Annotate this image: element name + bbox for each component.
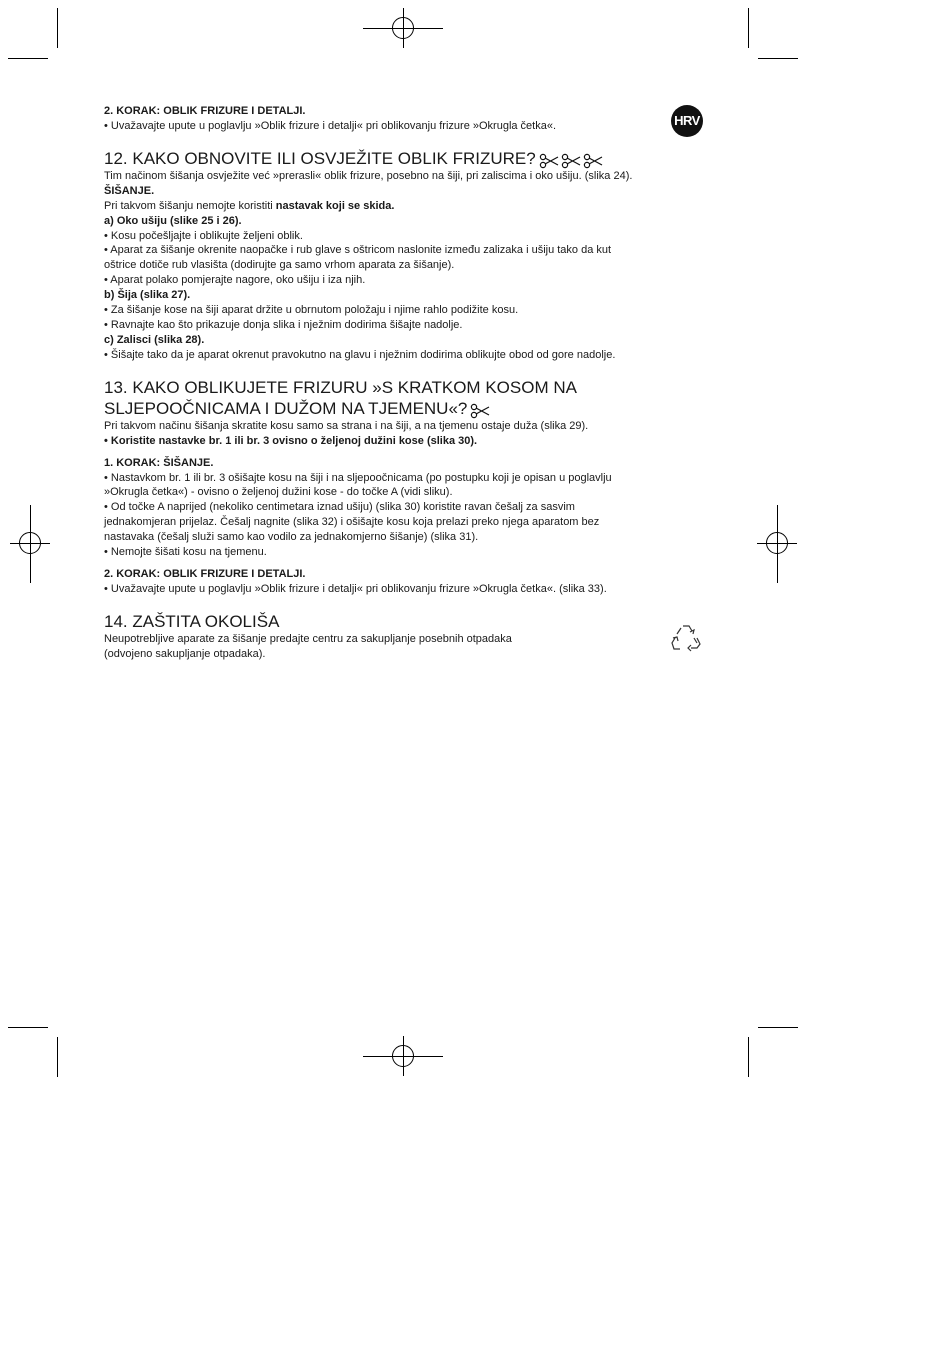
crop-mark [8,1027,48,1028]
step-text: • Uvažavajte upute u poglavlju »Oblik frizure i detalji« pri oblikovanju frizure »Okrugla četka«. [104,119,557,132]
section-13-heading-line2 [104,398,724,419]
step-title: 2. KORAK: OBLIK FRIZURE I DETALJI. [104,567,306,580]
list-item: »Okrugla četka«) - ovisno o željenoj dužini kose - do točke A (vidi sliku). [104,486,453,499]
section-12-heading [104,148,724,169]
section-heading: 14. ZAŠTITA OKOLIŠA [104,611,280,631]
paragraph-line: Neupotrebljive aparate za šišanje predajte centru za sakupljanje posebnih otpadaka [104,632,512,645]
language-badge: HRV [671,105,703,137]
list-item: • Za šišanje kose na šiji aparat držite u obrnutom položaju i njime rahlo podižite kosu. [104,304,519,317]
page-content [104,104,724,662]
crop-mark [748,8,749,48]
subsection-title: b) Šija (slika 27). [104,289,191,302]
list-item: • Nemojte šišati kosu na tjemenu. [104,546,267,559]
scissors-icon [539,153,603,169]
registration-mark-icon [10,505,50,583]
registration-mark-icon [757,505,797,583]
list-item: • Aparat za šišanje okrenite naopačke i rub glave s oštricom naslonite između zalizaka i ušiju tako da kut [104,244,612,257]
paragraph-line: (odvojeno sakupljanje otpadaka). [104,647,266,660]
step-title: 2. KORAK: OBLIK FRIZURE I DETALJI. [104,105,306,117]
list-item: nastavaka (češalj služi samo kao vodilo za jednakomjerno šišanje) (slika 31). [104,531,479,544]
list-item: oštrice dotiče rub vlasišta (dodirujte ga samo vrhom aparata za šišanje). [104,259,455,272]
crop-mark [758,1027,798,1028]
crop-mark [758,58,798,59]
section-label: ŠIŠANJE. [104,184,155,197]
section-intro: Tim načinom šišanja osvježite već »prerasli« oblik frizure, posebno na šiji, pri zaliscima i oko ušiju. (slika 24). [104,169,633,182]
list-item: • Od točke A naprijed (nekoliko centimetara iznad ušiju) (slika 30) koristite ravan češalj za sasvim [104,501,575,514]
section-heading: 12. KAKO OBNOVITE ILI OSVJEŽITE OBLIK FRIZURE? [104,148,536,168]
section-note: Pri takvom šišanju nemojte koristiti nastavak koji se skida. [104,199,395,212]
list-item: • Šišajte tako da je aparat okrenut pravokutno na glavu i nježnim dodirima oblikujte obod od gore nadolje. [104,348,616,361]
list-item: • Kosu počešljajte i oblikujte željeni oblik. [104,229,303,242]
list-item: • Nastavkom br. 1 ili br. 3 ošišajte kosu na šiji i na sljepoočnicama (po postupku koji je opisan u poglavlju [104,471,612,484]
subsection-title: a) Oko ušiju (slike 25 i 26). [104,214,242,227]
crop-mark [8,58,48,59]
section-tip: • Koristite nastavke br. 1 ili br. 3 ovisno o željenoj dužini kose (slika 30). [104,434,478,447]
list-item: • Ravnajte kao što prikazuje donja slika i nježnim dodirima šišajte nadolje. [104,318,463,331]
section-heading: SLJEPOOČNICAMA I DUŽOM NA TJEMENU«? [104,398,468,418]
section-intro: Pri takvom načinu šišanja skratite kosu samo sa strana i na šiji, a na tjemenu ostaje duža (slika 29). [104,419,589,432]
crop-mark [57,8,58,48]
subsection-title: c) Zalisci (slika 28). [104,333,205,346]
list-item: • Aparat polako pomjerajte nagore, oko ušiju i iza njih. [104,274,366,287]
step-text: • Uvažavajte upute u poglavlju »Oblik frizure i detalji« pri oblikovanju frizure »Okrugla četka«. (slika 33). [104,582,607,595]
list-item: jednakomjeran prijelaz. Češalj nagnite (slika 32) i ošišajte kosu koja prelazi preko njega aparatom bez [104,516,600,529]
crop-mark [748,1037,749,1077]
section-heading: 13. KAKO OBLIKUJETE FRIZURU »S KRATKOM KOSOM NA [104,377,577,397]
crop-mark [57,1037,58,1077]
registration-mark-icon [363,1036,443,1076]
step-title: 1. KORAK: ŠIŠANJE. [104,456,214,469]
registration-mark-icon [363,8,443,48]
scissors-icon [470,403,490,419]
